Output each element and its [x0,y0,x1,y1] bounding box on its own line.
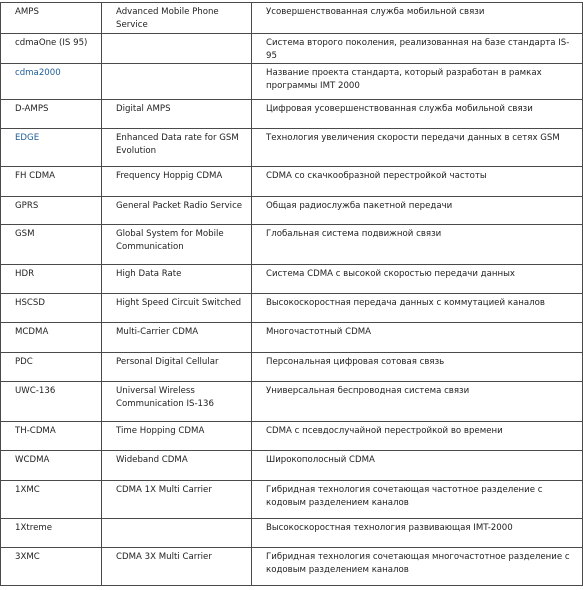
description-text: Глобальная система подвижной связи [266,229,442,239]
abbreviation-link[interactable]: EDGE [15,133,40,143]
full-name-cell [102,451,252,481]
abbreviation-cell [1,548,102,586]
abbreviation-link[interactable]: cdma2000 [15,68,61,78]
description-text: Персональная цифровая сотовая связь [266,357,445,367]
table-row [1,382,583,422]
full-name-cell [102,422,252,451]
abbreviation-text: HSCSD [15,298,45,308]
full-name-text: Global System for Mobile Communication [116,229,224,252]
full-name-text: Hight Speed Circuit Switched [116,298,242,308]
full-name-text: Time Hopping CDMA [116,426,205,436]
table-row [1,34,583,64]
abbreviation-text: TH-CDMA [15,426,56,436]
description-cell [252,64,583,100]
full-name-cell [102,167,252,197]
abbreviation-text: 3XMC [15,552,40,562]
full-name-cell [102,100,252,129]
full-name-text: Personal Digital Cellular [116,357,219,367]
abbreviation-text: cdmaOne (IS 95) [15,38,88,48]
full-name-cell [102,225,252,265]
abbreviation-text: 1XMC [15,485,40,495]
abbreviation-cell [1,34,102,64]
abbreviation-cell [1,294,102,323]
abbreviation-cell [1,100,102,129]
full-name-cell [102,129,252,167]
full-name-cell [102,197,252,225]
description-cell [252,481,583,519]
description-text: Технология увеличения скорости передачи данных в сетях GSM [266,133,560,143]
table-row [1,519,583,548]
table-row [1,422,583,451]
description-cell [252,323,583,353]
full-name-cell [102,323,252,353]
full-name-text: High Data Rate [116,269,182,279]
table-row [1,129,583,167]
full-name-text: Universal Wireless Communication IS-136 [116,386,214,409]
full-name-cell [102,265,252,294]
table-row [1,265,583,294]
full-name-cell [102,294,252,323]
description-text: Название проекта стандарта, который разработан в рамках программы IMT 2000 [266,68,542,91]
table-row [1,323,583,353]
full-name-text: Wideband CDMA [116,455,188,465]
description-cell [252,129,583,167]
table-row [1,167,583,197]
abbreviation-text: FH CDMA [15,171,56,181]
abbreviation-cell [1,167,102,197]
abbreviation-text: AMPS [15,7,39,17]
abbreviation-text: MCDMA [15,327,49,337]
description-cell [252,167,583,197]
full-name-text: Enhanced Data rate for GSM Evolution [116,133,239,156]
description-text: CDMA с псевдослучайной перестройкой во времени [266,426,503,436]
abbreviation-cell [1,481,102,519]
abbreviation-cell[interactable] [1,129,102,167]
abbreviation-cell [1,3,102,34]
table-row [1,294,583,323]
description-text: Широкополосный CDMA [266,455,375,465]
description-text: Усовершенствованная служба мобильной связи [266,7,485,17]
description-text: Гибридная технология сочетающая частотное разделение с кодовым разделением каналов [266,485,543,508]
abbreviation-text: WCDMA [15,455,50,465]
description-cell [252,265,583,294]
description-text: Гибридная технология сочетающая многочастотное разделение с кодовым разделением каналов [266,552,570,575]
description-cell [252,353,583,382]
abbreviation-cell [1,323,102,353]
description-cell [252,548,583,586]
full-name-cell [102,519,252,548]
description-cell [252,294,583,323]
full-name-cell [102,34,252,64]
full-name-cell [102,382,252,422]
full-name-text: Frequency Hoppig CDMA [116,171,223,181]
abbreviation-cell[interactable] [1,64,102,100]
abbreviation-text: GSM [15,229,35,239]
abbreviation-text: GPRS [15,201,39,211]
description-cell [252,519,583,548]
description-text: Многочастотный CDMA [266,327,372,337]
description-text: Универсальная беспроводная система связи [266,386,470,396]
abbreviation-cell [1,225,102,265]
abbreviation-cell [1,451,102,481]
table-row [1,225,583,265]
table-row [1,64,583,100]
description-text: Система второго поколения, реализованная на базе стандарта IS-95 [266,38,570,61]
description-cell [252,3,583,34]
description-text: Общая радиослужба пакетной передачи [266,201,453,211]
abbreviation-text: D-AMPS [15,104,49,114]
abbreviations-table-body [1,3,583,586]
full-name-cell [102,3,252,34]
table-row [1,548,583,586]
description-cell [252,197,583,225]
abbreviation-text: HDR [15,269,35,279]
table-row [1,451,583,481]
full-name-cell [102,64,252,100]
description-cell [252,100,583,129]
abbreviation-cell [1,197,102,225]
full-name-text: CDMA 1X Multi Carrier [116,485,212,495]
full-name-text: General Packet Radio Service [116,201,243,211]
description-cell [252,34,583,64]
description-text: CDMA со скачкообразной перестройкой частоты [266,171,487,181]
description-cell [252,225,583,265]
full-name-cell [102,548,252,586]
full-name-text: Multi-Carrier CDMA [116,327,199,337]
full-name-cell [102,353,252,382]
abbreviation-text: 1Xtreme [15,523,53,533]
table-row [1,353,583,382]
description-cell [252,422,583,451]
description-text: Высокоскоростная технология развивающая IMT-2000 [266,523,513,533]
abbreviation-cell [1,422,102,451]
full-name-text: CDMA 3X Multi Carrier [116,552,212,562]
abbreviation-cell [1,519,102,548]
abbreviation-cell [1,382,102,422]
abbreviation-cell [1,353,102,382]
table-row [1,3,583,34]
full-name-text: Digital AMPS [116,104,171,114]
description-text: Система CDMA с высокой скоростью передачи данных [266,269,515,279]
description-text: Цифровая усовершенствованная служба мобильной связи [266,104,533,114]
full-name-text: Advanced Mobile Phone Service [116,7,219,30]
table-row [1,197,583,225]
full-name-cell [102,481,252,519]
abbreviations-table [0,2,583,586]
abbreviation-text: PDC [15,357,33,367]
description-cell [252,382,583,422]
table-row [1,100,583,129]
abbreviation-text: UWC-136 [15,386,56,396]
abbreviation-cell [1,265,102,294]
description-cell [252,451,583,481]
description-text: Высокоскоростная передача данных с коммутацией каналов [266,298,545,308]
table-row [1,481,583,519]
